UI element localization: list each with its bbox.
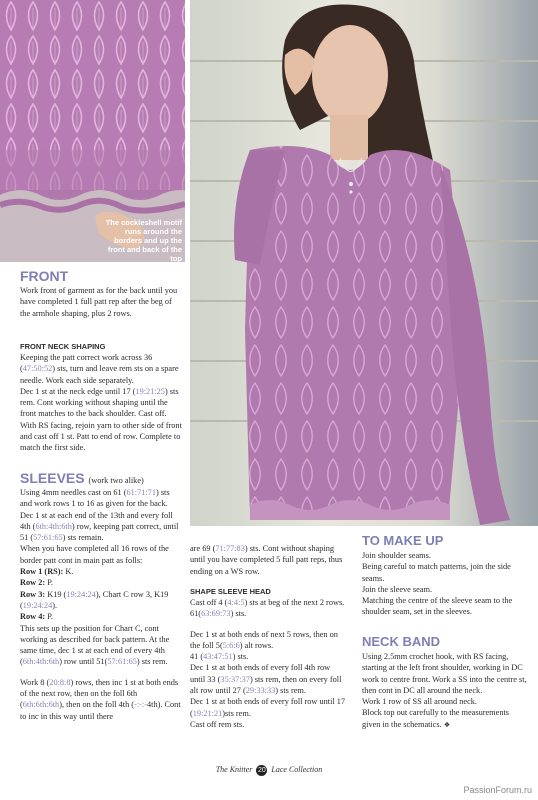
sleeves-p2: Dec 1 st at each end of the 13th and every foll 4th (6th:4th:6th) row, keeping patt correct, until 51 (57:61:65) sts remain.	[20, 510, 179, 543]
page-number: 20	[257, 767, 266, 774]
section-heading-sleeves	[20, 470, 144, 486]
make-up-line-2: Being careful to match patterns, join the side seams.	[362, 562, 511, 583]
subheading-front-neck-shaping: FRONT NECK SHAPING	[20, 342, 106, 351]
col3-p3: Dec 1 st at both ends of next 5 rows, then on the foll 5(5:6:6) alt rows. 41 (43:47:51) sts.	[190, 629, 338, 662]
col3-p1: are 69 (71:77:83) sts. Cont without shaping until you have completed 5 full patt reps, thus ending on a WS row.	[190, 544, 343, 576]
neck-band-p2: Work 1 row of SS all around neck.	[362, 697, 478, 707]
sleeves-p3: When you have completed all 16 rows of the border patt cont in main patt as folls:	[20, 544, 169, 565]
neck-band-p1: Using 2.5mm crochet hook, with RS facing, starting at the left front shoulder, working in DC work to centre front. Work a SS into the centre st, then cont in DC all around the neck.	[362, 652, 527, 695]
sleeves-p4: This sets up the position for Chart C, cont working as described for back pattern. At the same time, dec 1 st at each end of every 4th (6th:4th:6th) row until 51(57:61:65) sts rem.	[20, 623, 170, 667]
sleeves-text	[20, 487, 182, 722]
make-up-line-3: Join the sleeve seam.	[362, 584, 433, 594]
neck-band-text	[362, 651, 527, 731]
front-neck-p1: Keeping the patt correct work across 36 (47:50:52) sts, turn and leave rem sts on a spare needle. Work each side separately.	[20, 353, 179, 385]
section-heading-neck-band: NECK BAND	[362, 634, 440, 649]
photo-caption: The cockleshell motif runs around the borders and up the front and back of the top	[105, 218, 182, 262]
column3-text	[190, 543, 347, 577]
sleeves-row2: Row 2: P.	[20, 578, 53, 588]
sleeves-row3: Row 3: K19 (19:24:24), Chart C row 3, K19 (19:24:24).	[20, 589, 169, 610]
section-heading-front: FRONT	[20, 268, 69, 284]
model-figure	[190, 0, 538, 526]
sleeves-row4: Row 4: P.	[20, 612, 53, 622]
watermark: PassionForum.ru	[463, 785, 532, 795]
col3-p4: Dec 1 st at both ends of every foll 4th row until 33 (35:37:37) sts rem, then on every foll alt row until 27 (29:33:33) sts rem.	[190, 663, 342, 696]
footer-magazine: The Knitter	[215, 765, 253, 774]
model-photo	[190, 0, 538, 526]
col3-p6: Cast off rem sts.	[190, 719, 245, 729]
front-intro-text: Work front of garment as for the back until you have completed 1 full patt rep after the beg of the armhole shaping, plus 2 rows.	[20, 286, 178, 318]
sleeves-note: (work two alike)	[88, 476, 144, 485]
front-neck-p2: Dec 1 st at the neck edge until 17 (19:21:25) sts rem. Cont working without shaping until the front matches to the back shoulder. Cast off.	[20, 386, 179, 419]
front-intro	[20, 285, 180, 319]
neck-band-p3: Block top out carefully to the measurements given in the schematics. ❖	[362, 708, 509, 729]
end-mark-icon: ❖	[443, 720, 451, 729]
make-up-line-4: Matching the centre of the sleeve seam to the shoulder seam, set in the sleeves.	[362, 596, 513, 617]
detail-photo	[0, 0, 185, 262]
make-up-line-1: Join shoulder seams.	[362, 551, 431, 560]
col3-p2: Cast off 4 (4:4:5) sts at beg of the next 2 rows. 61(63:69:73) sts.	[190, 598, 345, 619]
page-footer	[0, 765, 538, 776]
section-heading-make-up: TO MAKE UP	[362, 533, 444, 548]
footer-section: Lace Collection	[271, 765, 323, 774]
sleeves-p5: Work 8 (20:8:8) rows, then inc 1 st at both ends of the next row, then on the foll 6th (6th:6th:6th), then on the foll 4th (-:-:-4th). Cont to inc in this way until there	[20, 677, 181, 721]
subheading-shape-sleeve-head: SHAPE SLEEVE HEAD	[190, 587, 271, 596]
col3-p5: Dec 1 st at both ends of every foll row until 17 (19:21:21)sts rem.	[190, 697, 346, 718]
front-neck-p3: With RS facing, rejoin yarn to other side of front and cast off 1 st. Patt to end of row. Complete to match the first side.	[20, 420, 182, 453]
sleeves-title: SLEEVES	[20, 470, 85, 486]
front-neck-text	[20, 352, 182, 454]
sleeves-row1: Row 1 (RS): K.	[20, 567, 74, 577]
sleeve-head-text	[190, 597, 347, 730]
sleeves-p1: Using 4mm needles cast on 61 (61:71:71) sts and work rows 1 to 16 as given for the back.	[20, 488, 170, 509]
make-up-text	[362, 550, 527, 618]
